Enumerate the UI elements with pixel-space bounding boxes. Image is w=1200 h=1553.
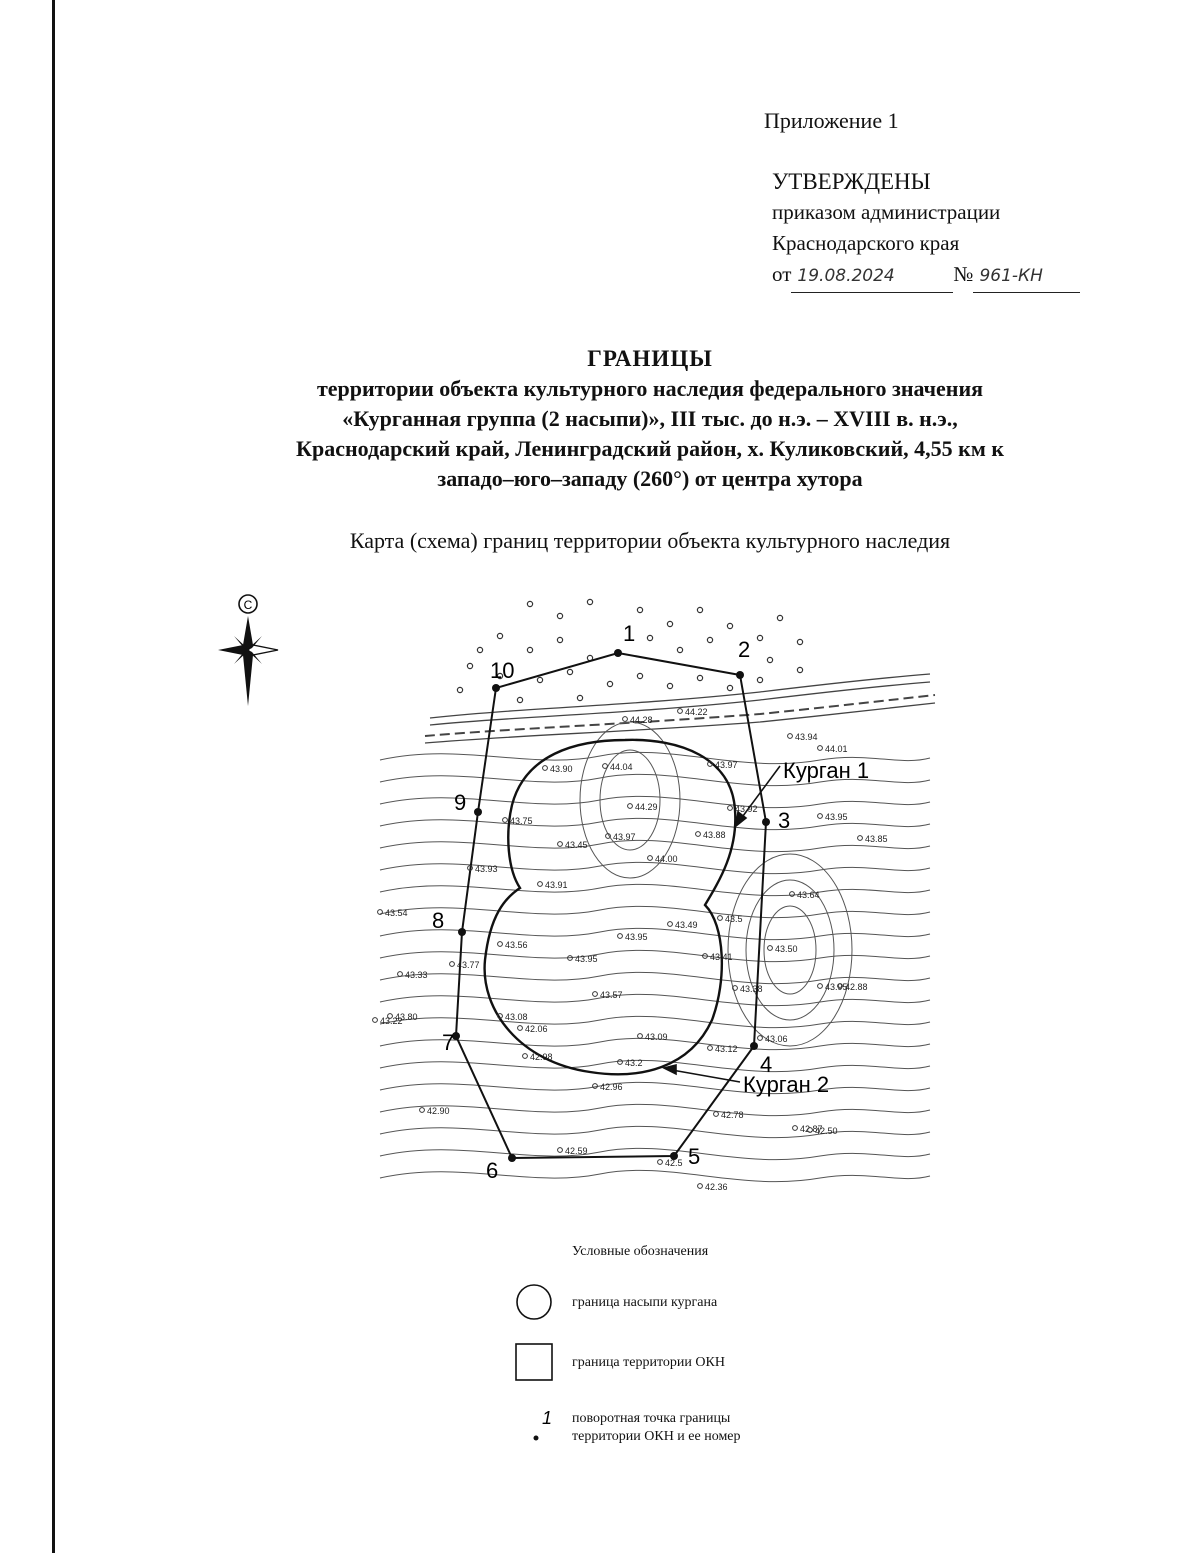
elevation-mark (718, 914, 743, 924)
svg-text:43.57: 43.57 (600, 990, 623, 1000)
legend-point-text (572, 1410, 741, 1446)
svg-text:43.08: 43.08 (505, 1012, 528, 1022)
elevation-mark (678, 707, 708, 717)
order-date-handwritten: 19.08.2024 (791, 261, 953, 293)
title-line-3: «Курганная группа (2 насыпи)», III тыс. до н.э. – XVIII в. н.э., (342, 406, 958, 431)
svg-text:43.49: 43.49 (675, 920, 698, 930)
turning-point-symbol-icon (512, 1404, 556, 1448)
svg-text:43.95: 43.95 (825, 982, 848, 992)
legend-point-number: 1 (542, 1408, 553, 1428)
turning-point-number: 5 (688, 1144, 701, 1169)
elevation-mark (618, 1058, 643, 1068)
svg-text:43.97: 43.97 (715, 760, 738, 770)
elevation-mark (818, 744, 848, 754)
elevation-mark (728, 804, 758, 814)
svg-text:43.09: 43.09 (645, 1032, 668, 1042)
svg-text:43.91: 43.91 (545, 880, 568, 890)
svg-text:42.88: 42.88 (845, 982, 868, 992)
turning-point-number: 4 (760, 1052, 773, 1077)
svg-text:43.50: 43.50 (775, 944, 798, 954)
turning-point-marker (474, 808, 482, 816)
svg-text:42.50: 42.50 (815, 1126, 838, 1136)
svg-text:43.97: 43.97 (613, 832, 636, 842)
legend-row-point (508, 1404, 828, 1448)
elevation-mark (503, 816, 533, 826)
svg-text:44.04: 44.04 (610, 762, 633, 772)
elevation-mark (378, 908, 408, 918)
svg-text:42.36: 42.36 (705, 1182, 728, 1192)
north-arrow-icon (218, 595, 278, 706)
turning-point-number: 2 (738, 637, 751, 662)
elevation-mark (638, 1032, 668, 1042)
title-line-5: западо–юго–западу (260°) от центра хутора (437, 466, 863, 491)
turning-point-number: 7 (442, 1030, 455, 1055)
turning-point-number: 1 (623, 621, 636, 646)
legend-row-territory (508, 1340, 828, 1384)
elevation-mark (698, 1182, 728, 1192)
turning-point-number: 6 (486, 1158, 499, 1183)
boundary-map (200, 580, 940, 1220)
elevation-mark (373, 1016, 403, 1026)
elevation-mark (538, 880, 568, 890)
elevation-mark (420, 1106, 450, 1116)
svg-text:42.06: 42.06 (525, 1024, 548, 1034)
svg-text:43.75: 43.75 (510, 816, 533, 826)
svg-text:44.01: 44.01 (825, 744, 848, 754)
turning-point-number: 9 (454, 790, 467, 815)
mound-boundary (485, 740, 736, 1074)
date-prefix: от (772, 262, 792, 286)
svg-text:43.06: 43.06 (765, 1034, 788, 1044)
svg-text:43.85: 43.85 (865, 834, 888, 844)
title-line-1: ГРАНИЦЫ (587, 346, 713, 371)
elevation-mark (658, 1158, 683, 1168)
order-number-handwritten: 961-КН (973, 261, 1080, 293)
elevation-mark (790, 890, 820, 900)
svg-text:44.29: 44.29 (635, 802, 658, 812)
svg-text:43.45: 43.45 (565, 840, 588, 850)
turning-point-marker (492, 684, 500, 692)
svg-text:43.95: 43.95 (625, 932, 648, 942)
number-prefix: № (953, 262, 974, 286)
elevation-mark (518, 1024, 548, 1034)
north-label: С (243, 598, 253, 612)
approved-heading: УТВЕРЖДЕНЫ (772, 169, 931, 194)
svg-text:42.90: 42.90 (427, 1106, 450, 1116)
elevation-mark (628, 802, 658, 812)
elevation-mark (543, 764, 573, 774)
svg-text:43.56: 43.56 (505, 940, 528, 950)
legend-mound-text: граница насыпи кургана (572, 1295, 718, 1310)
turning-point-marker (508, 1154, 516, 1162)
legend-title: Условные обозначения (572, 1244, 709, 1259)
title-line-4: Краснодарский край, Ленинградский район, х. Куликовский, 4,55 км к (296, 436, 1004, 461)
order-date-line (772, 259, 1080, 293)
elevation-mark (558, 840, 588, 850)
elevation-mark (450, 960, 480, 970)
annex-label: Приложение 1 (764, 108, 899, 133)
turning-point-marker (762, 818, 770, 826)
svg-text:44.28: 44.28 (630, 715, 653, 725)
elevation-mark (603, 762, 633, 772)
elevation-mark (668, 920, 698, 930)
turning-point-number: 8 (432, 908, 445, 933)
elevation-mark (768, 944, 798, 954)
svg-text:43.80: 43.80 (395, 1012, 418, 1022)
svg-text:43.95: 43.95 (575, 954, 598, 964)
svg-text:42.98: 42.98 (530, 1052, 553, 1062)
elevation-mark (498, 940, 528, 950)
mound-1-label: Курган 1 (783, 758, 870, 783)
svg-text:43.54: 43.54 (385, 908, 408, 918)
elevation-mark (818, 982, 848, 992)
elevation-mark (733, 984, 763, 994)
turning-point-marker (736, 671, 744, 679)
square-symbol-icon (512, 1340, 556, 1384)
svg-text:42.78: 42.78 (721, 1110, 744, 1120)
svg-text:43.77: 43.77 (457, 960, 480, 970)
elevation-mark (558, 1146, 588, 1156)
svg-text:43.94: 43.94 (795, 732, 818, 742)
svg-text:43.33: 43.33 (405, 970, 428, 980)
elevation-mark (593, 1082, 623, 1092)
svg-text:43.64: 43.64 (797, 890, 820, 900)
turning-point-marker (614, 649, 622, 657)
legend-point-line-1: поворотная точка границы (572, 1411, 731, 1426)
order-line-2: Краснодарского края (772, 231, 960, 255)
svg-text:43.2: 43.2 (625, 1058, 643, 1068)
svg-text:44.22: 44.22 (685, 707, 708, 717)
mound-2-label: Курган 2 (743, 1072, 830, 1097)
turning-point-number: 3 (778, 808, 791, 833)
order-line-1: приказом администрации (772, 200, 1001, 224)
svg-text:43.41: 43.41 (710, 952, 733, 962)
elevation-mark (818, 812, 848, 822)
svg-text:43.5: 43.5 (725, 914, 743, 924)
elevation-mark (788, 732, 818, 742)
map-caption: Карта (схема) границ территории объекта культурного наследия (349, 528, 951, 553)
svg-text:43.95: 43.95 (825, 812, 848, 822)
turning-point-marker (750, 1042, 758, 1050)
svg-text:43.38: 43.38 (740, 984, 763, 994)
svg-text:44.00: 44.00 (655, 854, 678, 864)
svg-text:42.59: 42.59 (565, 1146, 588, 1156)
elevation-mark (568, 954, 598, 964)
elevation-mark (468, 864, 498, 874)
svg-text:43.12: 43.12 (715, 1044, 738, 1054)
svg-text:42.87: 42.87 (800, 1124, 823, 1134)
elevation-mark (696, 830, 726, 840)
elevation-mark (703, 952, 733, 962)
svg-text:42.5: 42.5 (665, 1158, 683, 1168)
svg-text:43.22: 43.22 (380, 1016, 403, 1026)
legend-row-mound (508, 1280, 828, 1324)
legend-territory-text: граница территории ОКН (572, 1355, 725, 1370)
circle-symbol-icon (512, 1280, 556, 1324)
left-margin-rule (52, 0, 55, 1553)
document-title (130, 344, 1170, 494)
approval-block (772, 166, 1080, 293)
vegetation-dots (457, 599, 802, 702)
turning-point-number: 10 (490, 658, 515, 683)
svg-text:43.92: 43.92 (735, 804, 758, 814)
svg-text:43.88: 43.88 (703, 830, 726, 840)
elevation-mark (708, 760, 738, 770)
svg-text:43.93: 43.93 (475, 864, 498, 874)
title-line-2: территории объекта культурного наследия федерального значения (316, 376, 984, 401)
elevation-mark (618, 932, 648, 942)
svg-text:43.90: 43.90 (550, 764, 573, 774)
elevation-mark (606, 832, 636, 842)
elevation-mark (858, 834, 888, 844)
elevation-mark (523, 1052, 553, 1062)
turning-point-marker (458, 928, 466, 936)
svg-text:42.96: 42.96 (600, 1082, 623, 1092)
elevation-mark (708, 1044, 738, 1054)
elevation-mark (398, 970, 428, 980)
legend-point-line-2: территории ОКН и ее номер (572, 1429, 741, 1444)
